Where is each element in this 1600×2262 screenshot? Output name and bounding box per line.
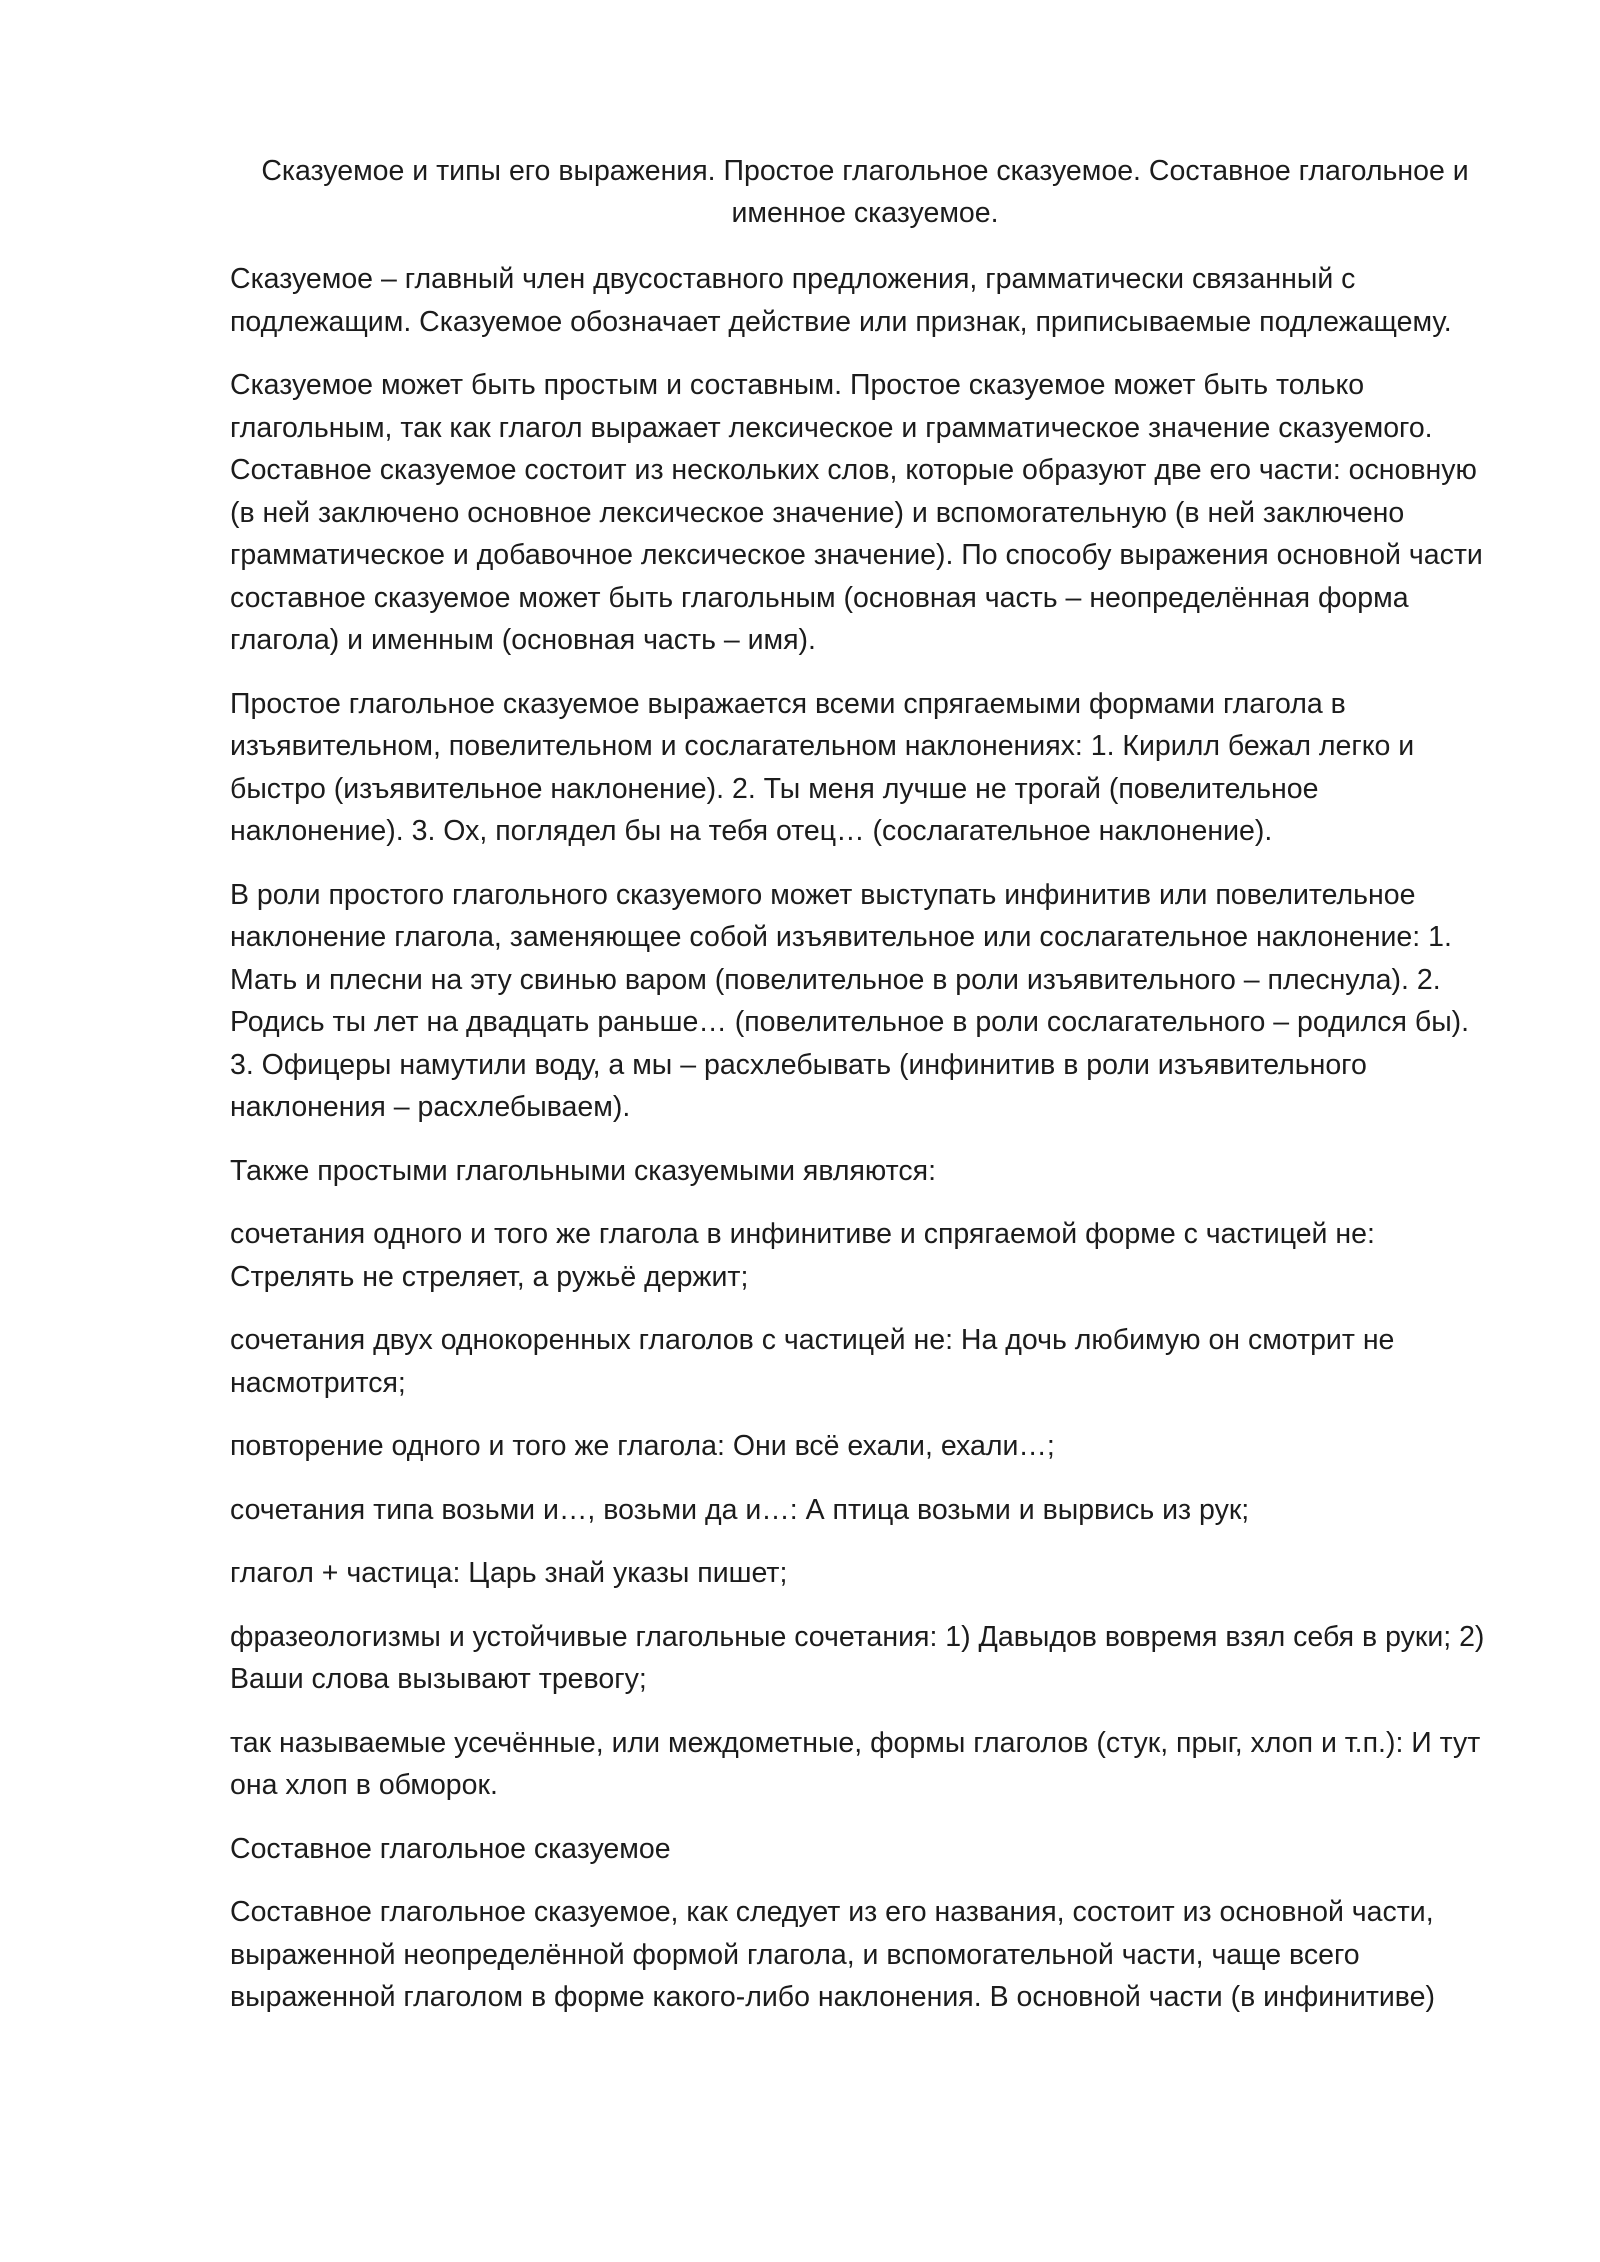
paragraph-types: Сказуемое может быть простым и составным. Простое сказуемое может быть только глагольным, так как глагол выражает лексическое и грамматическое значение сказуемого. Составное сказуемое состоит из нескольких слов, которые образуют две его части: основную (в ней заключено основное лексическое значение) и вспомогательную (в ней заключено грамматическое и добавочное лексическое значение). По способу выражения основной части составное сказуемое может быть глагольным (основная часть – неопределённая форма глагола) и именным (основная часть – имя). <box>230 369 1483 656</box>
list-item-infinitive-combination: сочетания одного и того же глагола в инфинитиве и спрягаемой форме с частицей не: Стрелять не стреляет, а ружьё держит; <box>230 1218 1375 1293</box>
list-item-verb-particle: глагол + частица: Царь знай указы пишет; <box>230 1557 788 1589</box>
list-item-truncated-forms: так называемые усечённые, или междометные, формы глаголов (стук, прыг, хлоп и т.п.): И тут она хлоп в обморок. <box>230 1726 1481 1801</box>
paragraph-definition: Сказуемое – главный член двусоставного предложения, грамматически связанный с подлежащим. Сказуемое обозначает действие или признак, приписываемые подлежащему. <box>230 263 1452 338</box>
paragraph-also-simple: Также простыми глагольными сказуемыми являются: <box>230 1154 936 1187</box>
paragraph-simple-verbal: Простое глагольное сказуемое выражается всеми спрягаемыми формами глагола в изъявительном, повелительном и сослагательном наклонениях: 1. Кирилл бежал легко и быстро (изъявительное наклонение). 2. Ты меня лучше не трогай (повелительное наклонение). 3. Ох, поглядел бы на тебя отец… (сослагательное наклонение). <box>230 687 1415 847</box>
list-item-vozmi-combination: сочетания типа возьми и…, возьми да и…: А птица возьми и вырвись из рук; <box>230 1493 1250 1526</box>
list-item-phraseologisms: фразеологизмы и устойчивые глагольные сочетания: 1) Давыдов вовремя взял себя в руки; 2) Ваши слова вызывают тревогу; <box>230 1620 1485 1695</box>
list-item-same-root-verbs: сочетания двух однокоренных глаголов с частицей не: На дочь любимую он смотрит не насмотрится; <box>230 1324 1395 1399</box>
paragraph-compound-verbal: Составное глагольное сказуемое, как следует из его названия, состоит из основной части, выраженной неопределённой формой глагола, и вспомогательной части, чаще всего выраженной глаголом в форме какого-либо наклонения. В основной части (в инфинитиве) <box>230 1896 1435 2013</box>
document-title: Сказуемое и типы его выражения. Простое глагольное сказуемое. Составное глагольное и именное сказуемое. <box>261 155 1469 229</box>
list-item-repetition: повторение одного и того же глагола: Они всё ехали, ехали…; <box>230 1430 1055 1462</box>
section-heading-compound-verbal: Составное глагольное сказуемое <box>230 1832 671 1865</box>
document-body <box>230 258 1500 2019</box>
paragraph-infinitive-imperative: В роли простого глагольного сказуемого может выступать инфинитив или повелительное наклонение глагола, заменяющее собой изъявительное или сослагательное наклонение: 1. Мать и плесни на эту свинью варом (повелительное в роли изъявительного – плеснула). 2. Родись ты лет на двадцать раньше… (повелительное в роли сослагательного – родился бы). 3. Офицеры намутили воду, а мы – расхлебывать (инфинитив в роли изъявительного наклонения – расхлебываем). <box>230 878 1470 1123</box>
document-page <box>230 150 1500 2040</box>
